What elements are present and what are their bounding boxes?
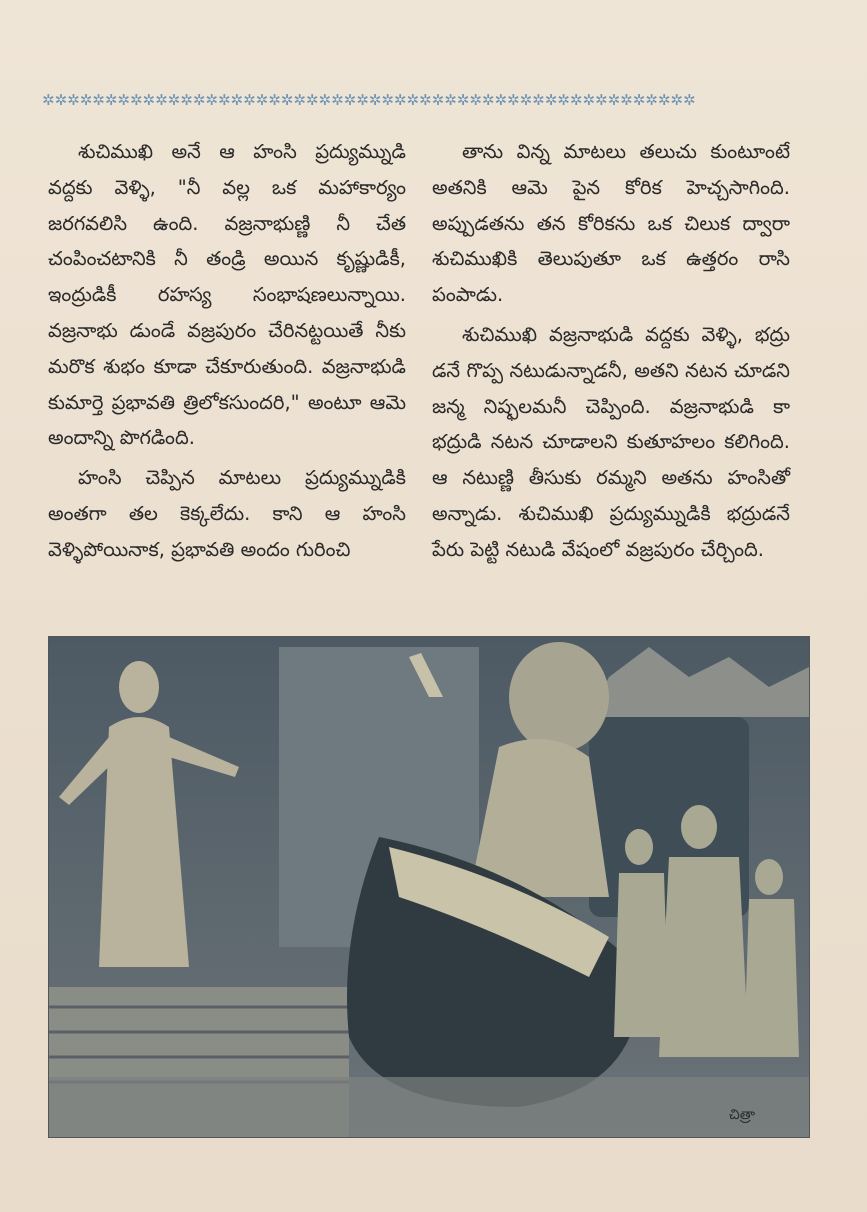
paragraph: శుచిముఖి అనే ఆ హంసి ప్రద్యుమ్నుడి వద్దకు వెళ్ళి, "నీ వల్ల ఒక మహాకార్యం జరగవలిసి ఉంది. వజ్రనాభుణ్ణి నీ చేత చంపించటానికి నీ తండ్రి అయిన కృష్ణుడికీ, ఇంద్రుడికీ రహస్య సంభాషణలున్నాయి. వజ్రనాభు డుండే వజ్రపురం చేరినట్టయితే నీకు మరొక శుభం కూడా చేకూరుతుంది. వజ్రనాభుడి కుమార్తె ప్రభావతి త్రిలోకసుందరి," అంటూ ఆమె అందాన్ని పొగడింది. — [48, 140, 406, 450]
paragraph: హంసి చెప్పిన మాటలు ప్రద్యుమ్నుడికి అంతగా తల కెక్కలేదు. కాని ఆ హంసి వెళ్ళిపోయినాక, ప్రభావతి అందం గురించి — [48, 466, 406, 561]
story-illustration — [48, 636, 810, 1138]
decorative-star-border: ✲✲✲✲✲✲✲✲✲✲✲✲✲✲✲✲✲✲✲✲✲✲✲✲✲✲✲✲✲✲✲✲✲✲✲✲✲✲✲✲✲✲✲✲✲✲✲✲✲✲✲✲ — [42, 91, 696, 109]
artist-signature: చిత్రా — [729, 1107, 756, 1123]
right-text-column — [432, 134, 790, 572]
paragraph: తాను విన్న మాటలు తలుచు కుంటూంటే అతనికి ఆమె పైన కోరిక హెచ్చసాగింది. అప్పుడతను తన కోరికను ఒక చిలుక ద్వారా శుచిముఖికి తెలుపుతూ ఒక ఉత్తరం రాసి పంపాడు. — [432, 140, 790, 307]
floor — [49, 1077, 809, 1137]
illustration-drawing — [49, 637, 809, 1137]
paragraph: శుచిముఖి వజ్రనాభుడి వద్దకు వెళ్ళి, భద్రు డనే గొప్ప నటుడున్నాడనీ, అతని నటన చూడని జన్మ నిష్ఫలమనీ చెప్పింది. వజ్రనాభుడి కా భద్రుడి నటన చూడాలని కుతూహలం కలిగింది. ఆ నటుణ్ణి తీసుకు రమ్మని అతను హంసితో అన్నాడు. శుచిముఖి ప్రద్యుమ్నుడికి భద్రుడనే పేరు పెట్టి నటుడి వేషంలో వజ్రపురం చేర్చింది. — [432, 322, 790, 561]
left-text-column — [48, 134, 406, 572]
